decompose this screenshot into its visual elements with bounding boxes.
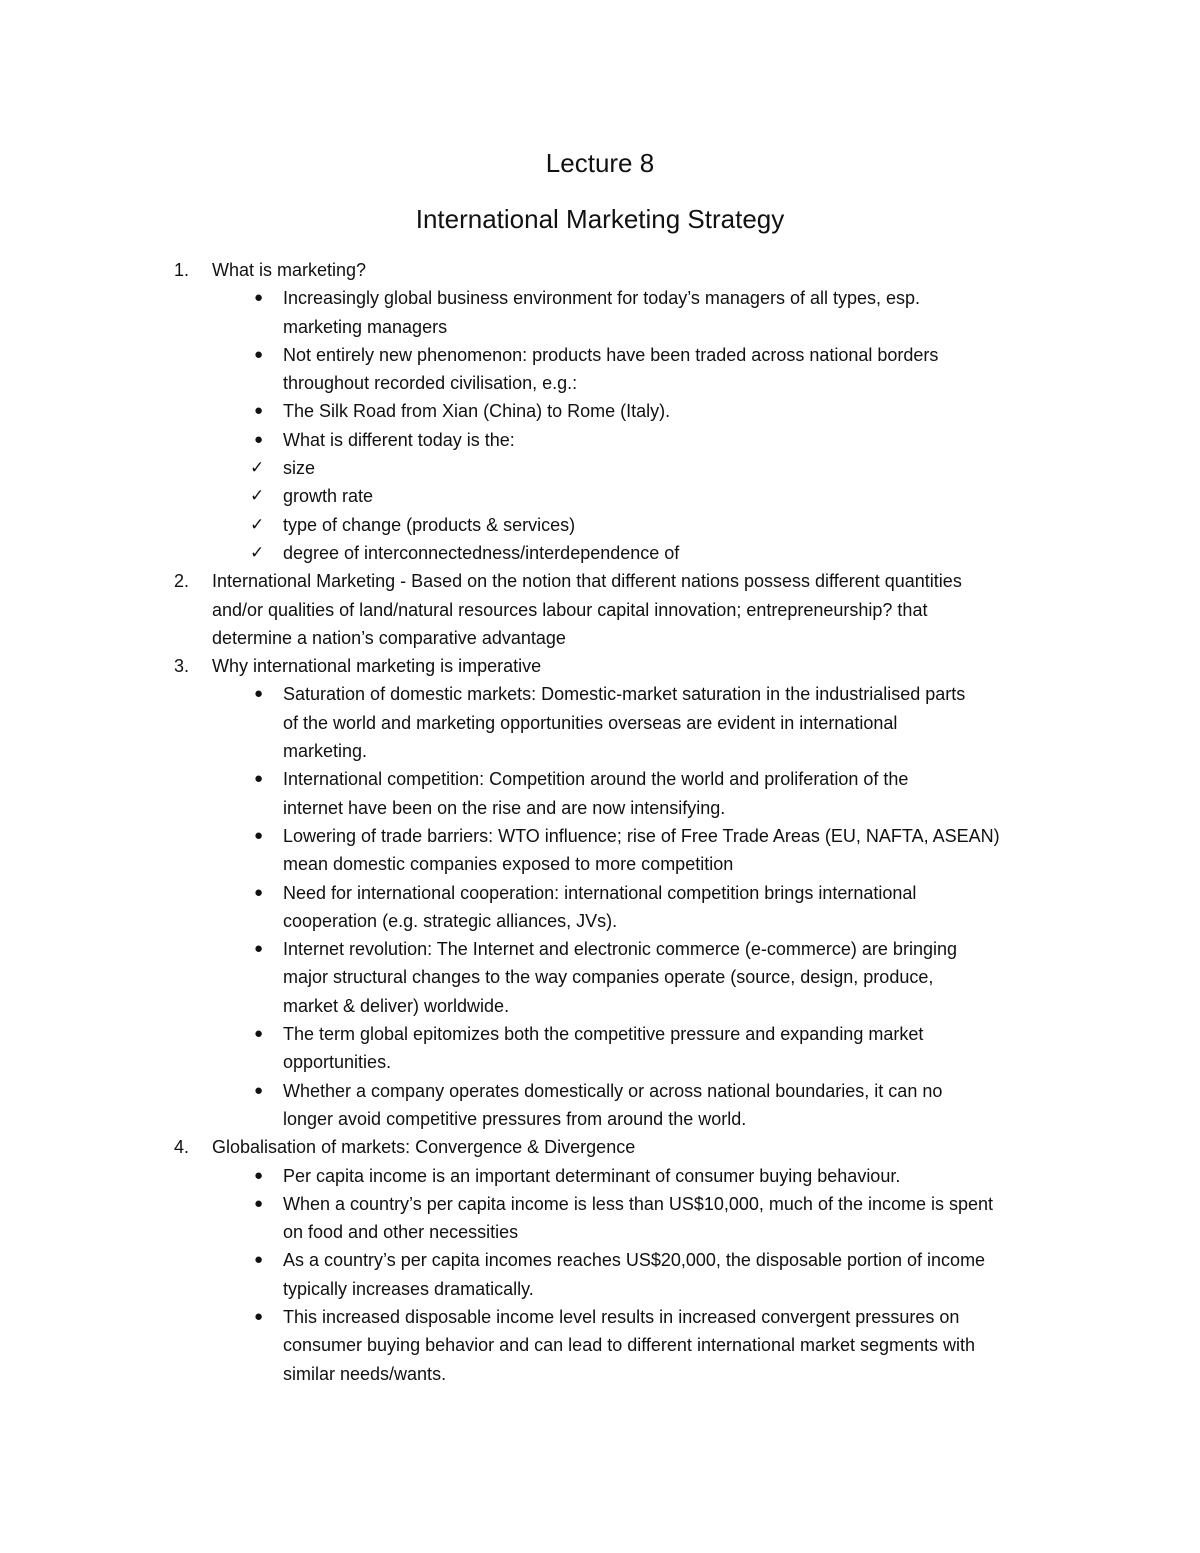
- list-item-line: [0, 284, 1200, 312]
- list-item: [0, 1020, 1200, 1077]
- list-item-line: [0, 1162, 1200, 1190]
- list-item: [0, 511, 1200, 539]
- list-item-line: [0, 313, 1200, 341]
- numbered-section: [0, 652, 1200, 1133]
- list-item-text: mean domestic companies exposed to more competition: [283, 854, 734, 875]
- checkmark-icon: ✓: [250, 458, 265, 478]
- list-item: [0, 935, 1200, 1020]
- list-item: [0, 426, 1200, 454]
- lecture-number-heading: Lecture 8: [545, 148, 655, 178]
- list-item-line: [0, 341, 1200, 369]
- list-item-line: [0, 822, 1200, 850]
- list-item-text: Increasingly global business environment for today’s managers of all types, esp.: [283, 288, 921, 309]
- list-item-text: market & deliver) worldwide.: [283, 995, 510, 1016]
- checkmark-icon: ✓: [250, 542, 265, 562]
- list-item-text: International competition: Competition around the world and proliferation of the: [283, 769, 909, 790]
- list-item-line: [0, 1020, 1200, 1048]
- list-item-text: throughout recorded civilisation, e.g.:: [283, 373, 578, 394]
- section-text: International Marketing - Based on the notion that different nations possess different quantities: [212, 571, 962, 592]
- section-text: determine a nation’s comparative advantage: [212, 627, 566, 648]
- list-item-line: [0, 426, 1200, 454]
- list-item-text: The term global epitomizes both the competitive pressure and expanding market: [283, 1024, 924, 1045]
- list-item-text: growth rate: [283, 486, 374, 507]
- bullet-icon: ●: [254, 430, 264, 448]
- list-item-line: [0, 482, 1200, 510]
- section-number: 3.: [174, 656, 190, 677]
- list-item-text: Need for international cooperation: international competition brings international: [283, 882, 917, 903]
- list-item: [0, 1303, 1200, 1388]
- list-item-text: similar needs/wants.: [283, 1363, 447, 1384]
- list-item: [0, 397, 1200, 425]
- list-item-text: of the world and marketing opportunities overseas are evident in international: [283, 712, 898, 733]
- list-item-line: [0, 709, 1200, 737]
- numbered-section: [0, 256, 1200, 567]
- section-text: Globalisation of markets: Convergence & Divergence: [212, 1137, 636, 1158]
- list-item-line: [0, 907, 1200, 935]
- list-item-text: marketing.: [283, 741, 368, 762]
- list-item-line: [0, 879, 1200, 907]
- section-line: [0, 567, 1200, 595]
- list-item-text: Per capita income is an important determinant of consumer buying behaviour.: [283, 1165, 901, 1186]
- list-item-text: This increased disposable income level results in increased convergent pressures on: [283, 1306, 960, 1327]
- lecture-title-heading: International Marketing Strategy: [415, 204, 785, 234]
- list-item-line: [0, 1218, 1200, 1246]
- list-item-text: degree of interconnectedness/interdependence of: [283, 542, 680, 563]
- list-item-text: Not entirely new phenomenon: products have been traded across national borders: [283, 344, 939, 365]
- section-line: [0, 652, 1200, 680]
- list-item-line: [0, 539, 1200, 567]
- lecture-body: [0, 256, 1200, 1388]
- list-item-text: When a country’s per capita income is less than US$10,000, much of the income is spent: [283, 1193, 994, 1214]
- list-item-line: [0, 850, 1200, 878]
- list-item-text: marketing managers: [283, 316, 448, 337]
- list-item-text: type of change (products & services): [283, 514, 576, 535]
- list-item: [0, 765, 1200, 822]
- list-item-line: [0, 794, 1200, 822]
- numbered-section: [0, 1133, 1200, 1388]
- list-item: [0, 1246, 1200, 1303]
- bullet-icon: ●: [254, 940, 264, 958]
- list-item-line: [0, 1331, 1200, 1359]
- checkmark-icon: ✓: [250, 514, 265, 534]
- bullet-icon: ●: [254, 1025, 264, 1043]
- bullet-icon: ●: [254, 1166, 264, 1184]
- list-item: [0, 879, 1200, 936]
- list-item-line: [0, 369, 1200, 397]
- list-item-text: Lowering of trade barriers: WTO influence; rise of Free Trade Areas (EU, NAFTA, ASEAN): [283, 825, 1000, 846]
- numbered-section: [0, 567, 1200, 652]
- bullet-icon: ●: [254, 826, 264, 844]
- list-item-text: Saturation of domestic markets: Domestic-market saturation in the industrialised parts: [283, 684, 966, 705]
- list-item: [0, 341, 1200, 398]
- section-text: and/or qualities of land/natural resources labour capital innovation; entrepreneurship? that: [212, 599, 928, 620]
- list-item-line: [0, 454, 1200, 482]
- list-item-text: cooperation (e.g. strategic alliances, JVs).: [283, 910, 618, 931]
- list-item-line: [0, 1105, 1200, 1133]
- section-number: 4.: [174, 1137, 190, 1158]
- list-item-line: [0, 397, 1200, 425]
- list-item: [0, 1162, 1200, 1190]
- list-item-line: [0, 992, 1200, 1020]
- list-item: [0, 822, 1200, 879]
- list-item-line: [0, 1275, 1200, 1303]
- section-text: Why international marketing is imperative: [212, 656, 542, 677]
- section-line: [0, 624, 1200, 652]
- bullet-icon: ●: [254, 289, 264, 307]
- list-item-line: [0, 680, 1200, 708]
- list-item-line: [0, 1246, 1200, 1274]
- list-item-text: opportunities.: [283, 1052, 392, 1073]
- list-item: [0, 680, 1200, 765]
- list-item-text: typically increases dramatically.: [283, 1278, 534, 1299]
- list-item-line: [0, 765, 1200, 793]
- list-item-text: major structural changes to the way companies operate (source, design, produce,: [283, 967, 934, 988]
- section-line: [0, 596, 1200, 624]
- section-line: [0, 256, 1200, 284]
- list-item-line: [0, 1360, 1200, 1388]
- list-item: [0, 454, 1200, 482]
- list-item-text: size: [283, 458, 316, 479]
- list-item-line: [0, 1303, 1200, 1331]
- list-item-text: What is different today is the:: [283, 429, 515, 450]
- list-item-text: internet have been on the rise and are now intensifying.: [283, 797, 726, 818]
- list-item-line: [0, 737, 1200, 765]
- section-number: 2.: [174, 571, 190, 592]
- list-item-line: [0, 1077, 1200, 1105]
- bullet-icon: ●: [254, 1251, 264, 1269]
- section-line: [0, 1133, 1200, 1161]
- list-item-line: [0, 511, 1200, 539]
- list-item: [0, 284, 1200, 341]
- bullet-icon: ●: [254, 1194, 264, 1212]
- list-item-text: The Silk Road from Xian (China) to Rome (Italy).: [283, 401, 671, 422]
- bullet-icon: ●: [254, 770, 264, 788]
- list-item: [0, 1190, 1200, 1247]
- list-item: [0, 539, 1200, 567]
- list-item-text: consumer buying behavior and can lead to different international market segments with: [283, 1335, 976, 1356]
- bullet-icon: ●: [254, 883, 264, 901]
- list-item-line: [0, 1190, 1200, 1218]
- list-item: [0, 1077, 1200, 1134]
- list-item-line: [0, 1048, 1200, 1076]
- section-text: What is marketing?: [212, 260, 367, 280]
- list-item-text: Internet revolution: The Internet and electronic commerce (e-commerce) are bringing: [283, 939, 957, 960]
- bullet-icon: ●: [254, 345, 264, 363]
- bullet-icon: ●: [254, 1081, 264, 1099]
- bullet-icon: ●: [254, 402, 264, 420]
- checkmark-icon: ✓: [250, 486, 265, 506]
- list-item-line: [0, 935, 1200, 963]
- list-item-text: longer avoid competitive pressures from around the world.: [283, 1108, 747, 1129]
- list-item-text: on food and other necessities: [283, 1222, 519, 1243]
- list-item-text: Whether a company operates domestically or across national boundaries, it can no: [283, 1080, 943, 1101]
- list-item-text: As a country’s per capita incomes reaches US$20,000, the disposable portion of income: [283, 1250, 986, 1271]
- section-number: 1.: [174, 260, 190, 280]
- list-item: [0, 482, 1200, 510]
- list-item-line: [0, 963, 1200, 991]
- bullet-icon: ●: [254, 1307, 264, 1325]
- bullet-icon: ●: [254, 685, 264, 703]
